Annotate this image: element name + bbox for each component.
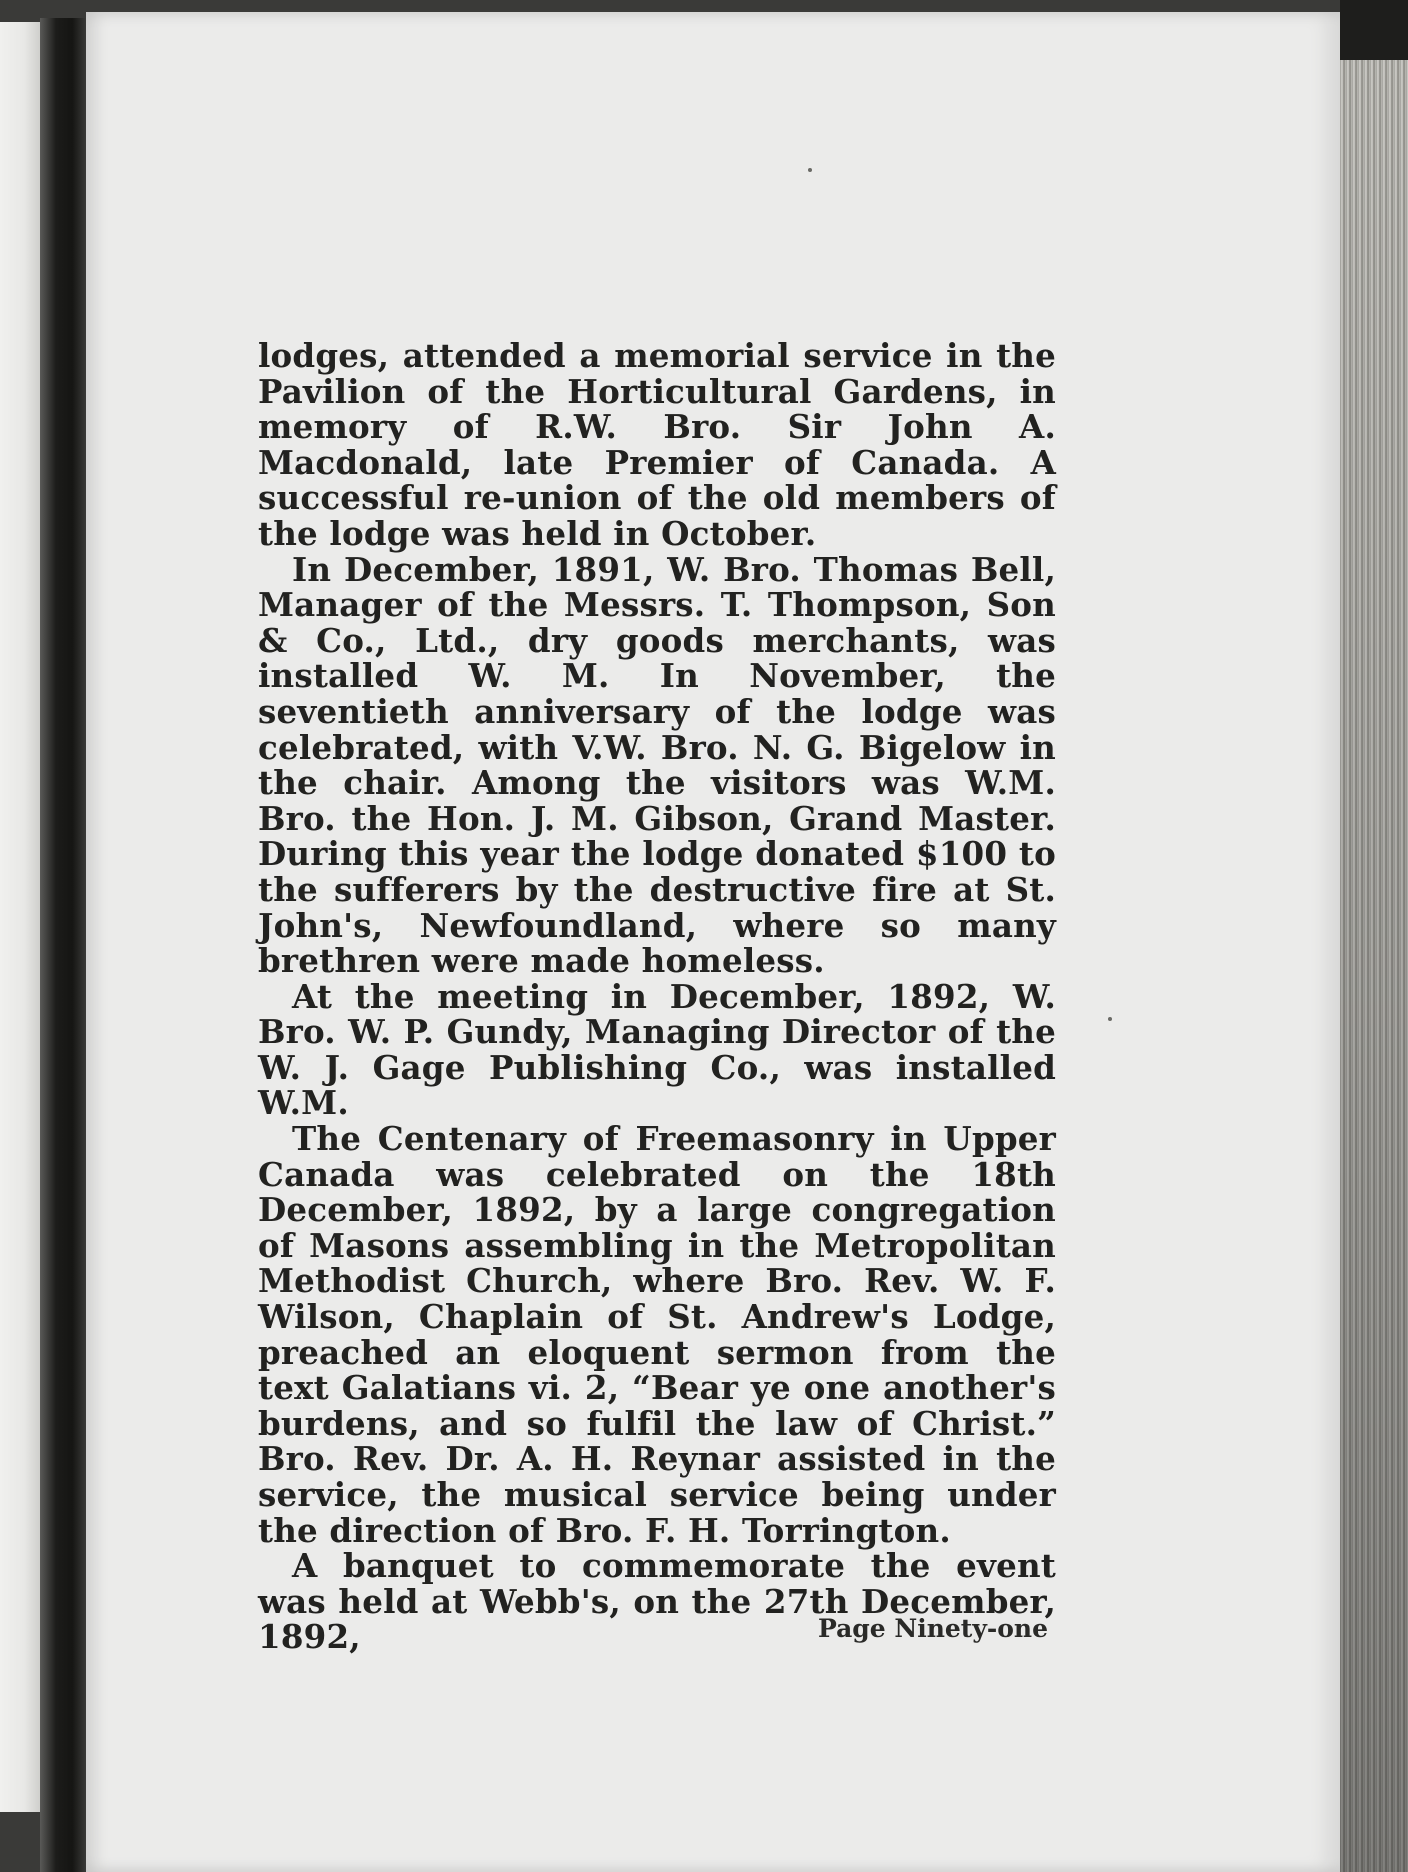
- facing-page-edge: [0, 22, 40, 1812]
- paper-speck: [808, 168, 812, 172]
- paragraph-continued: lodges, attended a memorial service in the Pavilion of the Horticultural Gardens, in memory of R.W. Bro. Sir John A. Macdonald, late Premier of Canada. A successful re-union of the old members of the lodge was held in October.: [258, 336, 1056, 553]
- paragraph-banquet: A banquet to commemorate the event was held at Webb's, on the 27th December, 1892,: [258, 1546, 1056, 1657]
- page-edges-stack: [1340, 60, 1408, 1872]
- book-gutter: [40, 18, 86, 1872]
- paragraph-1892-meeting: At the meeting in December, 1892, W. Bro. W. P. Gundy, Managing Director of the W. J. Gage Publishing Co., was installed W.M.: [258, 976, 1056, 1123]
- paragraph-centenary: The Centenary of Freemasonry in Upper Canada was celebrated on the 18th December, 1892, by a large congregation of Masons assembling in the Metropolitan Methodist Church, where Bro. Rev. W. F. Wilson, Chaplain of St. Andrew's Lodge, preached an eloquent sermon from the text Galatians vi. 2, “Bear ye one another's burdens, and so fulfil the law of Christ.” Bro. Rev. Dr. A. H. Reynar assisted in the service, the musical service being under the direction of Bro. F. H. Torrington.: [258, 1119, 1056, 1550]
- paragraph-1891: In December, 1891, W. Bro. Thomas Bell, Manager of the Messrs. T. Thompson, Son & Co., Ltd., dry goods merchants, was installed W. M. In November, the seventieth anniversary of the lodge was celebrated, with V.W. Bro. N. G. Bigelow in the chair. Among the visitors was W.M. Bro. the Hon. J. M. Gibson, Grand Master. During this year the lodge donated $100 to the sufferers by the destructive fire at St. John's, Newfoundland, where so many brethren were made homeless.: [258, 549, 1056, 981]
- page-number-label: Page Ninety-one: [817, 1614, 1048, 1643]
- page-edges-top-shadow: [1340, 0, 1408, 60]
- paper-speck: [1108, 1017, 1112, 1021]
- body-text: [258, 338, 1056, 1655]
